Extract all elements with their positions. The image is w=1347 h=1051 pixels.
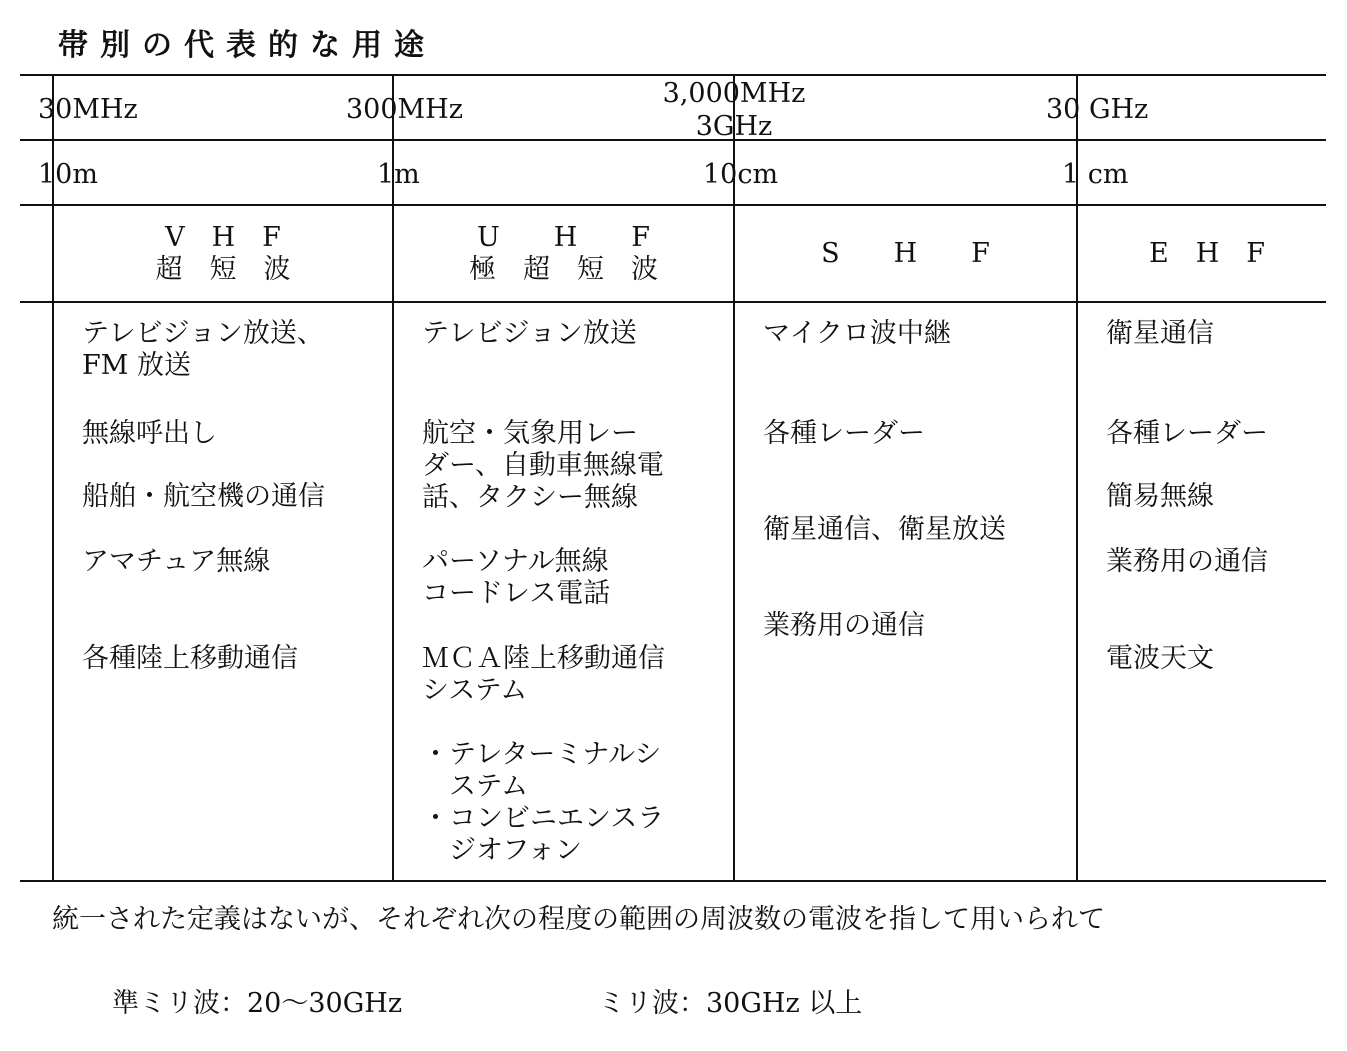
list-item: 無線呼出し [82,418,217,449]
freq-label-30ghz: 30 GHz [1046,94,1149,125]
band-name-uhf: U H F [476,222,651,253]
list-item: 衛星通信、衛星放送 [763,514,1006,545]
freq-label-3000mhz: 3,000MHz [662,78,806,109]
list-item: ・テレターミナルシ ステム [422,739,662,802]
band-japanese-vhf: 超 短 波 [155,254,291,285]
table-bottom-rule [20,880,1326,882]
wavelength-label-10cm: 10cm [703,159,779,190]
freq-label-300mhz: 300MHz [346,94,463,125]
list-item: 簡易無線 [1106,481,1214,512]
list-item: ・コンビニエンスラ ジオフォン [422,803,665,866]
band-japanese-uhf: 極 超 短 波 [469,254,658,285]
column-divider-30mhz [52,74,54,882]
wavelength-label-1m: 1m [377,159,420,190]
header-bottom-rule [20,301,1326,303]
freq-label-3ghz: 3GHz [695,111,773,142]
definition-note: 統一された定義はないが、それぞれ次の程度の範囲の周波数の電波を指して用いられて [52,904,1105,935]
sub-millimeter-wave-definition: 準ミリ波：20～30GHz [112,988,403,1019]
list-item: アマチュア無線 [82,546,271,577]
list-item: 衛星通信 [1106,318,1214,349]
list-item: 各種レーダー [763,418,925,449]
list-item: 電波天文 [1106,643,1214,674]
band-name-ehf: E H F [1149,238,1265,269]
column-divider-30ghz [1076,74,1078,882]
list-item: パーソナル無線 コードレス電話 [422,546,611,609]
wavelength-label-10m: 10m [38,159,98,190]
millimeter-wave-definition: ミリ波：30GHz 以上 [598,988,863,1019]
list-item: 航空・気象用レー ダー、自動車無線電 話、タクシー無線 [422,418,664,513]
page-title: 帯別の代表的な用途 [58,28,436,63]
freq-label-30mhz: 30MHz [38,94,138,125]
table-top-rule [20,74,1326,76]
list-item: 各種レーダー [1106,418,1268,449]
list-item: 船舶・航空機の通信 [82,481,325,512]
list-item: 業務用の通信 [1106,546,1268,577]
band-name-shf: S H F [821,238,990,269]
band-name-vhf: V H F [165,222,281,253]
list-item: 業務用の通信 [763,610,925,641]
column-divider-300mhz [392,74,394,882]
header-top-rule [20,204,1326,206]
list-item: 各種陸上移動通信 [82,643,298,674]
column-divider-3ghz [733,74,735,882]
list-item: マイクロ波中継 [763,318,951,349]
list-item: テレビジョン放送、 FM 放送 [82,318,324,381]
wavelength-label-1cm: 1 cm [1062,159,1129,190]
list-item: ＭＣＡ陸上移動通信 システム [422,643,665,706]
list-item: テレビジョン放送 [422,318,637,349]
